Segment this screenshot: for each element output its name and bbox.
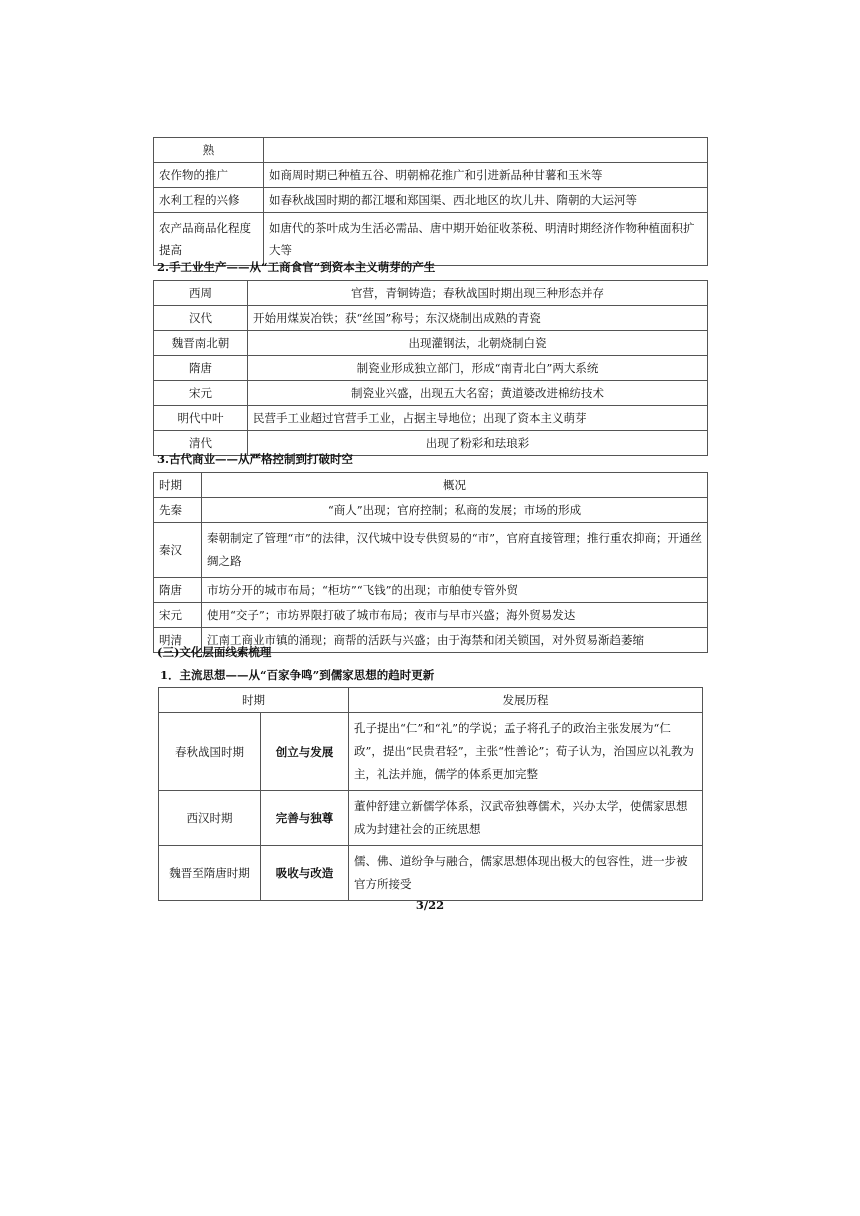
period-cell: 清代 [154,431,248,456]
text-cell: 秦朝制定了管理“市”的法律，汉代城中设专供贸易的“市”，官府直接管理；推行重农抑商；开通丝绸之路 [202,523,708,578]
period-cell: 春秋战国时期 [159,713,261,791]
text-cell: 制瓷业兴盛，出现五大名窑；黄道婆改进棉纺技术 [248,381,708,406]
table-header-row [159,688,703,713]
page-number: 3/22 [415,898,445,912]
text-cell: 制瓷业形成独立部门，形成“南青北白”两大系统 [248,356,708,381]
text-cell: 开始用煤炭冶铁；获“丝国”称号；东汉烧制出成熟的青瓷 [248,306,708,331]
handicraft-heading: 2.手工业生产——从“工商食官”到资本主义萌芽的产生 [157,260,436,274]
table-row [154,523,708,578]
table-row [154,356,708,381]
stage-cell: 创立与发展 [261,713,349,791]
text-cell: 儒、佛、道纷争与融合，儒家思想体现出极大的包容性，进一步被官方所接受 [349,846,703,901]
stage-cell: 吸收与改造 [261,846,349,901]
thought-heading: 1．主流思想——从“百家争鸣”到儒家思想的趋时更新 [160,668,435,682]
header-text: 发展历程 [349,688,703,713]
text-cell: 出现了粉彩和珐琅彩 [248,431,708,456]
header-period: 时期 [159,688,349,713]
table-row [154,138,708,163]
handicraft-table [153,280,708,456]
thought-table [158,687,703,901]
table-row [154,188,708,213]
text-cell: 江南工商业市镇的涌现；商帮的活跃与兴盛；由于海禁和闭关锁国，对外贸易渐趋萎缩 [202,628,708,653]
period-cell: 秦汉 [154,523,202,578]
text-cell: 孔子提出“仁”和“礼”的学说；孟子将孔子的政治主张发展为“仁政”，提出“民贵君轻”，主张“性善论”；荀子认为，治国应以礼教为主，礼法并施，儒学的体系更加完整 [349,713,703,791]
table-row [159,791,703,846]
header-period: 时期 [154,473,202,498]
commerce-heading: 3.古代商业——从严格控制到打破时空 [157,452,354,466]
row-label: 水利工程的兴修 [154,188,264,213]
table-row [154,281,708,306]
period-cell: 宋元 [154,381,248,406]
row-text [264,138,708,163]
period-cell: 汉代 [154,306,248,331]
table-row [154,213,708,266]
period-cell: 宋元 [154,603,202,628]
row-text: 如春秋战国时期的都江堰和郑国渠、西北地区的坎儿井、隋朝的大运河等 [264,188,708,213]
period-cell: 明清 [154,628,202,653]
period-cell: 西周 [154,281,248,306]
table-row [154,406,708,431]
text-cell: 出现灌钢法，北朝烧制白瓷 [248,331,708,356]
text-cell: 民营手工业超过官营手工业，占据主导地位；出现了资本主义萌芽 [248,406,708,431]
table-row [154,498,708,523]
period-cell: 先秦 [154,498,202,523]
row-text: 如唐代的茶叶成为生活必需品、唐中期开始征收茶税、明清时期经济作物种植面积扩大等 [264,213,708,266]
row-label: 农作物的推广 [154,163,264,188]
table-row [159,713,703,791]
commerce-table [153,472,708,653]
table-row [154,331,708,356]
table-header-row [154,473,708,498]
table-row [154,603,708,628]
period-cell: 隋唐 [154,356,248,381]
table-row [159,846,703,901]
period-cell: 明代中叶 [154,406,248,431]
period-cell: 西汉时期 [159,791,261,846]
header-text: 概况 [202,473,708,498]
row-label: 熟 [154,138,264,163]
period-cell: 魏晋南北朝 [154,331,248,356]
table-row [154,381,708,406]
period-cell: 隋唐 [154,578,202,603]
table-row [154,163,708,188]
text-cell: 董仲舒建立新儒学体系，汉武帝独尊儒术，兴办太学，使儒家思想成为封建社会的正统思想 [349,791,703,846]
text-cell: 市坊分开的城市布局；“柜坊”“飞钱”的出现；市舶使专管外贸 [202,578,708,603]
culture-heading: (三)文化层面线索梳理 [157,645,272,659]
row-text: 如商周时期已种植五谷、明朝棉花推广和引进新品种甘薯和玉米等 [264,163,708,188]
row-label: 农产品商品化程度提高 [154,213,264,266]
stage-cell: 完善与独尊 [261,791,349,846]
period-cell: 魏晋至隋唐时期 [159,846,261,901]
text-cell: 使用“交子”；市坊界限打破了城市布局；夜市与早市兴盛；海外贸易发达 [202,603,708,628]
text-cell: 官营，青铜铸造；春秋战国时期出现三种形态并存 [248,281,708,306]
agriculture-table [153,137,708,266]
table-row [154,306,708,331]
text-cell: “商人”出现；官府控制；私商的发展；市场的形成 [202,498,708,523]
table-row [154,578,708,603]
